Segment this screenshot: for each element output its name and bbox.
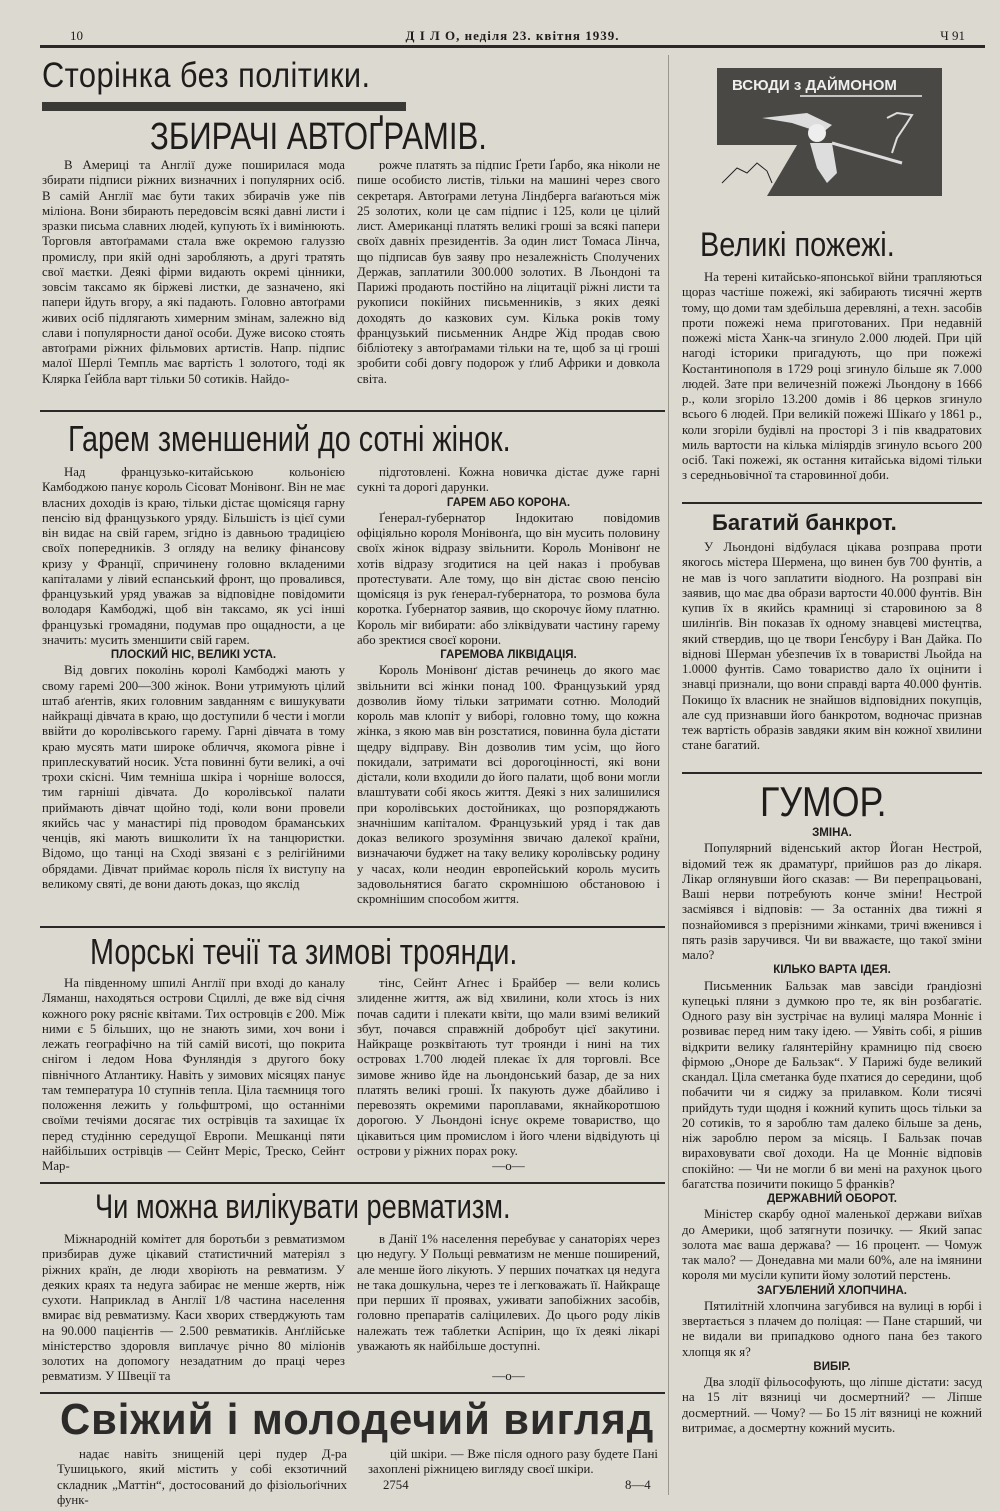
paragraph: Два злодії фільософують, що ліпше дістати: засуд на 15 літ вязниці чи досмертний? — Ліпше досмертний. — Чому? — Бо 15 літ вязниці не кожний витримає, а досмертну кожний мусить. [682,1375,982,1435]
article-rule [40,1392,665,1394]
divider: —o— [492,1368,525,1383]
autographs-col1 [42,158,345,387]
masthead-rule [40,45,985,48]
column-rule [668,55,669,1495]
fires-text [682,270,982,484]
ad-run: 8—4 [625,1478,651,1492]
headline-roses: Морські течії та зимові троянди. [90,931,518,972]
page-number: 10 [70,28,83,43]
headline-rheumatism: Чи можна вилікувати ревматизм. [95,1188,511,1226]
roses-col2 [357,976,660,1159]
paragraph: Король Монівонґ дістав речинець до якого має звільнити всі жінки понад 100. Французький уряд дозволив йому тільки затримати сотню. Молодий король мав клопіт у виборі, головно тому, що кожна жінка, з якою мав він розстатися, повинна була дістати щедру відправу. Він дозволив тим усім, що його покидали, затримати всі дорогоцінності, які вони дістали, коли входили до його палати, щоб вони могли влаштувати собі якось життя. Деякі з них залишилися при королівських достойниках, що розпоряджають значнішим капіталом. Французький уряд і так дав доказ великого зрозуміння звичаю далекої країни, визначаючи буджет на таку велику королівську родину у часах, коли неодин европейський король мусить задовольнятися багато скромнішою обстановою і скромнішим способом життя. [357,663,660,906]
masthead [40,28,985,46]
subheading: ПЛОСКИЙ НІС, ВЕЛИКІ УСТА. [110,649,277,661]
paragraph: цій шкіри. — Вже після одного разу будете Пані захоплені ріжницею вигляду своєї шкіри. [368,1447,658,1477]
headline-fires: Великі пожежі. [700,226,895,264]
subheading: ВИБІР. [813,1360,851,1373]
subheading: ГАРЕМОВА ЛІКВІДАЦІЯ. [440,649,577,661]
paragraph: в Данії 1% населення перебуває у санаторіях через цю недугу. У Польщі ревматизм не менше поширений, але менше його лікують. У перших початках ця недуга не така дошкульна, через те і легковажать її. Найкраще при перших її проявах, уживати запобіжних засобів, головно препаратів саліцилевих. До цього роду ліків належать теж таблетки Аспірин, що їх деякі лікарі уважають як найбільше доступні. [357,1232,660,1353]
paragraph: рожче платять за підпис Ґрети Ґарбо, яка ніколи не пише особисто листів, тільки на машині через свого секретаря. Автоґрами летуна Ліндберга ваґаються між 25 золотих, коли це сам підпис і 125, коли це цілий лист. Американці платять великі гроші за всякі папери своїх давніх президентів. За один лист Томаса Лінча, що підписав був заяву про незалежність Сполучених Держав, заплатили 300.000 золотих. В Льондоні та Парижі продають постійно на ліцитації ріжні листи та рукописи покійних письменників, з яких деякі доходять до казкових сум. Кілька років тому французький письменник Андре Жід продав свою бібліотеку з автоґрамами тільки на те, щоб за ці гроші зробити собі довгу подорож у ґлиб Африки и довкола світа. [357,158,660,386]
subheading: КІЛЬКО ВАРТА ІДЕЯ. [773,964,891,977]
subheading: ДЕРЖАВНИЙ ОБОРОТ. [767,1193,897,1205]
autographs-col2 [357,158,660,387]
subheading: ЗАГУБЛЕНИЙ ХЛОПЧИНА. [756,1284,908,1297]
article-rule [40,926,665,928]
paragraph: Ґенерал-ґубернатор Індокитаю повідомив офіціяльно короля Монівонґа, що він мусить половину своїх жінок відразу звільнити. Король Монівонґ не хотів відразу згодитися на цей наказ і пробував протестувати. Але тому, що він дістає свою пенсію щомісяця із рук ґенерал-ґубернатора, то розмова була коротка. Ґубернатор заявив, що скорочує йому платню. Король міг вибирати: або зліквідувати частину гарему або зректися своєї корони. [357,510,660,647]
rheumatism-col2 [357,1232,660,1354]
ad-col1 [57,1447,347,1508]
paragraph: Міністер скарбу одної маленької держави виїхав до Америки, щоб затягнути позичку. — Який запас золота має ваша держава? — 16 процент. — Чомуж так мало? — Донедавна ми мали 60%, але на імянини короля ми мусіли купити йому золотий перстень. [682,1207,982,1283]
headline-bankrupt: Багатий банкрот. [712,510,897,535]
ad-col2 [368,1447,658,1478]
paragraph: Міжнародній комітет для боротьби з ревматизмом призбирав дуже цікавий статистичний матеріял з ріжних країн, де люди хворіють на ревматизм. У деяких краях та недуга забирає не менше жертв, ніж сухоти. Наприклад в Англії 1/8 частина населення вмирає від ревматизму. Каси хворих стверджують там на 90.000 пацієнтів — 2.500 ревматиків. Анґлійське міністерство здоровля виплачує річно 80 міліонів золотих на допомогу незадатним до праці через ревматизм. У Швеції та [42,1232,345,1384]
daimon-advert-illustration [712,63,947,201]
article-rule [682,772,982,774]
section-title-bar [42,102,406,111]
paragraph: Пятилітній хлопчина загубився на вулиці в юрбі і звертається з плачем до поліцая: — Пане старший, чи не видали ви припадково одного пана без такого хлопця як я? [682,1298,982,1359]
subheading: ГАРЕМ АБО КОРОНА. [446,496,571,509]
paragraph: В Америці та Англії дуже поширилася мода збирати підписи ріжних визначних і популярних осіб. В самій Англії має бути таких збирачів уже пів міліона. Вони збирають передовсім всякі давні листи і зразки письма славних людей, купують їх і вимінюють. Торговля автоґрамами стала вже окремою галуззю промислу, при якій одні заробляють, а другі тратять свої маєтки. Деякі фірми видають окремі цінники, зовсім таксамо як біржеві листки, де зазначено, які папери йдуть вгору, а які падають. Головно автоґрами живих осіб підлягають химерним змінам, залежно від слави і популярности даної особи. Дуже високо стоять автоґрами ріжних фільмових артистів. Напр. підпис малої Шерлі Темпль має вартість 1 золотого, тоді як Клярка Ґейбла варт тільки 50 сотиків. Найдо- [42,158,345,386]
article-rule [40,410,665,412]
paragraph: На терені китайсько-японської війни трапляються щораз частіше пожежі, які забирають тисячні жертв тому, що доми там здебільша деревляні, а техн. засобів проти пожежі нема приготованих. При недавній пожежі міста Ханк-ча згинуло 2.000 людей. При цій нагоді історики пригадують, що при пожежі Костантинополя в 1729 році згинуло більше як 7.000 людей. Зате при величезній пожежі Льондону в 1666 р., коли згоріло 13.200 домів і 86 церков згинуло всього 6 людей. При великій пожежі Шікаґо у 1861 р., коли згоріли будівлі на просторі 3 і пів квадратових миль вартости на кілька міліярдів згинуло всього 200 осіб. Такі пожежі, як остання китайська відомі тільки з середньовічної та старовинної доби. [682,270,982,483]
headline-humor: ГУМОР. [760,778,887,825]
paragraph: Над французько-китайською кольонією Камбоджою панує король Сісоват Монівонґ. Він не має власних доходів із краю, тільки дістає щомісяця гарну пенсію від французького уряду. Більшість із цієї суми він видає на свій гарем, згідно із давньою традицією своїх попередників. З огляду на велику фінансову кризу у Франції, спричинену головно вкладеними капіталами у лівий еспанський фронт, що провалився, французький уряд уважав за відповідне повідомити володаря Камбоджі, щоб він таксамо, як усі інші французькі громадяни, подумав про ощадности, а це значить: мусить зменшити свій гарем. [42,465,345,647]
paragraph: Популярний віденський актор Йоган Нестрой, відомий теж як драматурґ, прийшов раз до лікаря. Лікар оглянувши його сказав: — Ви перепрацьовані, Ваші нерви потребують конче зміни! Нестрой засміявся і відповів: — За останніх два тижні я познайомився з прерізними жінками, тричі вженився і пять разів заручився. Чи ви вважаєте, що такої зміни мало? [682,841,982,962]
article-rule [40,1182,665,1184]
paragraph: На південному шпилі Англії при вході до каналу Ляманш, находяться острови Сциллі, де вже від січня кожного року рясніє квітами. Тих островців є 200. Між ними є 5 більших, що не знають зими, хоч вони і лежать географічно на тій самій висоті, що покрита снігом і ледом Нова Фунляндія з другого боку північного Атлантику. Навіть у зимових місяцях панує там температура 10 ступнів тепла. Ціла таємниця того положення лежить у ґольфштромі, що останніми своїми течіями досягає тих острівців та захищає їх перед студінню середущої Европи. Мешканці пяти найбільших острівців — Сейнт Меріс, Треско, Сейнт Мар- [42,976,345,1173]
newspaper-dateline: Д І Л О, неділя 23. квітня 1939. [405,28,620,43]
article-rule [682,502,982,504]
paragraph: Письменник Бальзак мав завсіди ґрандіозні купецькі пляни з думкою про те, як він розбагатіє. Одного разу він зустрічає на вулиці маляра Монніє і розвиває перед ним таку ідею. — Уявіть собі, я рішив відкрити велику ґалянтерійну крамницю під своєю фірмою „Оноре де Бальзак“. У Парижі буде великий скандал. Ціла сметанка буде пхатися до середини, щоб побачити чи я сиджу за прилавком. Коли тисячі прийдуть туди щодня і кожний купить щось тільки за 20 сотиків, то я зароблю там далеко більше за день, ніж зароблю пером за місяць. І Бальзак почав вираховувати свої доходи. На це Монніє відповів спокійно: — Чи не могли б ви мені на рахунок цього багатства позичити покищо 5 франків? [682,978,982,1191]
paragraph: Від довгих поколінь королі Камбоджі мають у свому гаремі 200—300 жінок. Вони утримують цілий штаб аґентів, яких головним завданням є вишукувати найкращі дівчата в краю, що доступили б чести і могли ввійти до королівського гарему. Гарні дівчата в тому краю мусять мати широке обличчя, якомога рівне і приплескуватий носик. Уста повинні бути великі, а очі трохи скісні. Чим темніша шкіра і чорніше волосся, тим гарніші дівчата. До королівської палати приймають дівчат щойно тоді, коли вони провели якийсь час у манастирі під проводом браманських ченців, які мають вишколити їх на танцюристки. Відомо, що танці на Сході звязані є з релігійними обрядами. Дівчат приймає король після їх виступу на великому святі, де вони дають доказ, що якслід [42,663,345,891]
headline-harem: Гарем зменшений до сотні жінок. [68,418,511,459]
divider: —o— [492,1158,525,1173]
paragraph: підготовлені. Кожна новичка дістає дуже гарні сукні та дорогі дарунки. [357,465,660,495]
section-title: Сторінка без політики. [42,56,371,95]
subheading: ЗМІНА. [812,827,852,839]
roses-col1 [42,976,345,1174]
headline-autographs: ЗБИРАЧІ АВТОҐРАМІВ. [150,116,487,158]
issue-number: Ч 91 [940,28,965,43]
bankrupt-text [682,540,982,754]
humor-text [682,826,982,1436]
paragraph: У Льондоні відбулася цікава розправа проти якогось містера Шермена, що винен був 700 фунтів, а не мав із чого заплатити віодного. На розправі він заявив, що має два образи вартости 40.000 фунтів. Він купив їх в якийсь крамниці зі старовиною за 8 шилінґів. Він показав їх одному знавцеві мистецтва, який ствердив, що це твори Ґенсбуру і Ван Дайка. По віднові Шерман убезпечив їх в товаристві Льойда на 1.0000 фунтів. Само товариство дало їх оцінити і знавці признали, що вони справді варта 40.000 фунтів. Покищо їх власник не знайшов відповідних покупців, але суд признавши його банкротом, водночас признав теж вартість образів завдяки яким він кожної хвилини стане багатий. [682,540,982,753]
harem-col2 [357,465,660,907]
ad-code: 2754 [383,1478,409,1492]
ad-headline: Свіжий і молодечий вигляд [60,1395,655,1444]
rheumatism-col1 [42,1232,345,1385]
illustration-caption: ВСЮДИ з ДАЙМОНОМ [732,77,897,94]
paragraph: надає навіть знищеній цері пудер Д-ра Тушицького, який містить у собі екзотичний складник „Маттін“, достосований до фізіольоґічних функ- [57,1447,347,1507]
paragraph: тінс, Сейнт Аґнес і Брайбер — вели колись злиденне життя, аж від хвилини, коли хтось із них почав садити і плекати квіти, що мали взимі великий збут, почався справжній добробут цієї закутини. Найкраще розквітають тут троянди і нині на тих островах 1.700 людей плекає їх для торговлі. Все зимове жниво йде на льондонський базар, де за них платять великі гроші. Їх пакують дуже дбайливо і перевозять окремими пароплавами, якнайкоротшою дорогою. У Льондоні існує окреме товариство, що цікавиться цим промислом і його члени відвідують ці острови у ріжних порах року. [357,976,660,1158]
harem-col1 [42,465,345,892]
